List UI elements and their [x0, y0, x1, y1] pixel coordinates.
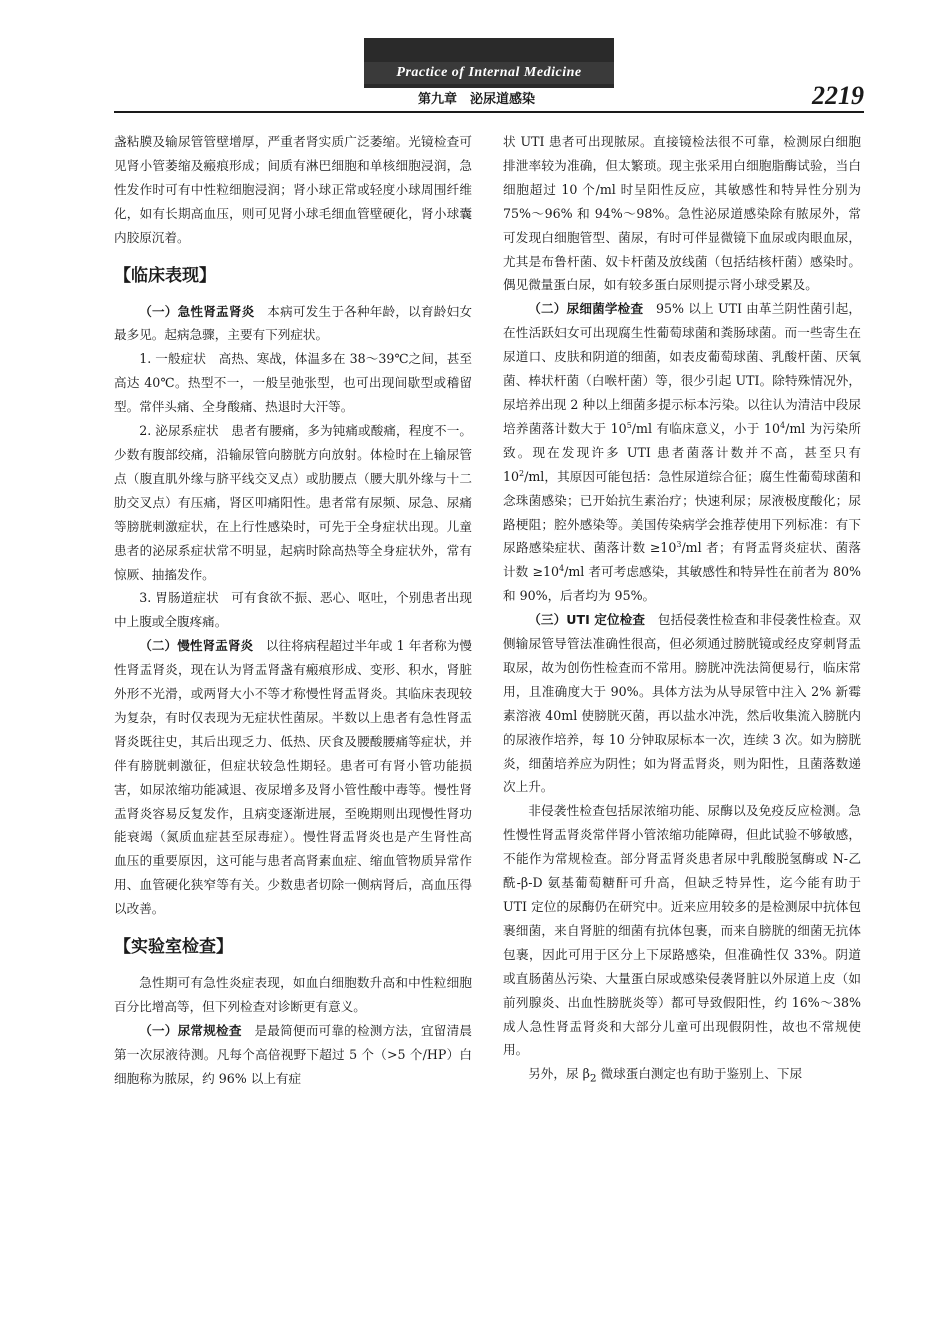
superscript: 4: [780, 420, 786, 430]
paragraph: 2. 泌尿系症状 患者有腰痛，多为钝痛或酸痛，程度不一。少数有腹部绞痛，沿输尿管向膀胱方向放射。体检时在上输尿管点（腹直肌外缘与脐平线交叉点）或肋腰点（腰大肌外缘与十二肋交叉点）有压痛，肾区叩痛阳性。患者常有尿频、尿急、尿痛等膀胱刺激症状，在上行性感染时，可先于全身症状出现。儿童患者的泌尿系症状常不明显，起病时除高热等全身症状外，常有惊厥、抽搐发作。: [114, 423, 472, 582]
paragraph: [114, 1019, 472, 1091]
page-number: 2219: [812, 81, 864, 110]
journal-title: Practice of Internal Medicine: [364, 62, 614, 84]
left-column: [114, 130, 472, 1091]
paragraph-text: /ml 有临床意义，小于 10: [631, 420, 781, 436]
superscript: 4: [558, 564, 565, 574]
paragraph-text: 95% 以上 UTI 由革兰阴性菌引起，在性活跃妇女可出现腐生性葡萄球菌和粪肠球菌。而一些寄生在尿道口、皮肤和阴道的细菌，如表皮葡萄球菌、乳酸杆菌、厌氧菌、棒状杆菌（白喉杆菌）等，很少引起 UTI。除特殊情况外，尿培养出现 2 种以上细菌多提示标本污染。以往认为清洁中段尿培养菌落计数大于 10: [503, 301, 862, 436]
paragraph: [503, 297, 861, 608]
paragraph: 非侵袭性检查包括尿浓缩功能、尿酶以及免疫反应检测。急性慢性肾盂肾炎常伴肾小管浓缩功能障碍，但此试验不够敏感，不能作为常规检查。部分肾盂肾炎患者尿中乳酸脱氢酶或 N-乙酰-β-D 氨基葡萄糖酐可升高，但缺乏特异性，迄今能有助于 UTI 定位的尿酶仍在研究中。近来应用较多的是检测尿中抗体包裹细菌，来自肾脏的细菌有抗体包裹，而来自膀胱的细菌无抗体包裹，因此可用于区分上下尿路感染，但准确性仅 33%。阴道或直肠菌丛污染、大量蛋白尿或感染侵袭肾脏以外尿道上皮（如前列腺炎、出血性膀胱炎等）都可导致假阳性，约 16%～38% 成人急性肾盂肾炎和大部分儿童可出现假阴性，故也不常规使用。: [503, 803, 861, 1058]
paragraph: [114, 634, 472, 921]
paragraph: 状 UTI 患者可出现脓尿。直接镜检法很不可靠，检测尿白细胞排泄率较为准确，但太繁琐。现主张采用白细胞脂酶试验，当白细胞超过 10 个/ml 时呈阳性反应，其敏感性和特异性分别为 75%～96% 和 94%～98%。急性泌尿道感染除有脓尿外，常可发现白细胞管型、菌尿，有时可伴显微镜下血尿或肉眼血尿，尤其是布鲁杆菌、奴卡杆菌及放线菌（包括结核杆菌）感染时。偶见微量蛋白尿，如有较多蛋白尿则提示肾小球受累及。: [503, 134, 861, 293]
paragraph: 1. 一般症状 高热、寒战，体温多在 38～39℃之间，甚至高达 40℃。热型不一，一般呈弛张型，也可出现间歇型或稽留型。常伴头痛、全身酸痛、热退时大汗等。: [114, 351, 472, 415]
paragraph-text: 另外，尿 β: [528, 1066, 590, 1082]
superscript: 5: [626, 420, 632, 430]
section-heading-clinical: 【临床表现】: [114, 265, 216, 286]
paragraph: 盏粘膜及输尿管管壁增厚，严重者肾实质广泛萎缩。光镜检查可见肾小管萎缩及瘢痕形成；间质有淋巴细胞和单核细胞浸润，急性发作时可有中性粒细胞浸润；肾小球正常或轻度小球周围纤维化，如有长期高血压，则可见肾小球毛细血管壁硬化，肾小球囊内胶原沉着。: [114, 134, 472, 245]
paragraph-text: 是最简便而可靠的检测方法，宜留清晨第一次尿液待测。凡每个高倍视野下超过 5 个（>5 个/HP）白细胞称为脓尿，约 96% 以上有症: [114, 1022, 473, 1086]
chapter-title: 第九章 泌尿道感染: [418, 92, 536, 107]
right-column: [503, 130, 861, 1092]
paragraph-text: /ml 者可考虑感染，其敏感性和特异性在前者为 80% 和 90%，后者均为 95%。: [503, 564, 861, 604]
paragraph-text: 包括侵袭性检查和非侵袭性检查。双侧输尿管导管法准确性很高，但必须通过膀胱镜或经皮穿刺肾盂取尿，故为创伤性检查而不常用。膀胱冲洗法简便易行，临床常用，且准确度大于 90%。具体方法为从导尿管中注入 2% 新霉素溶液 40ml 使膀胱灭菌，再以盐水冲洗，然后收集流入膀胱内的尿液作培养，每 10 分钟取尿标本一次，连续 3 次。如为膀胱炎，细菌培养应为阴性；如为肾盂肾炎，则为阳性，且菌落数递次上升。: [503, 612, 862, 795]
subsection-label: （三）UTI 定位检查: [528, 612, 646, 628]
paragraph-text: 微球蛋白测定也有助于鉴别上、下尿: [596, 1066, 803, 1082]
subsection-label: （二）慢性肾盂肾炎: [139, 638, 254, 654]
superscript: 2: [519, 468, 525, 478]
paragraph: 3. 胃肠道症状 可有食欲不振、恶心、呕吐，个别患者出现中上腹或全腹疼痛。: [114, 590, 472, 630]
paragraph-text: 本病可发生于各种年龄，以育龄妇女最多见。起病急骤，主要有下列症状。: [114, 303, 473, 343]
paragraph: [503, 608, 861, 799]
subscript: 2: [589, 1072, 597, 1085]
paragraph: [503, 1062, 861, 1091]
paragraph-text: 以往将病程超过半年或 1 年者称为慢性肾盂肾炎，现在认为肾盂肾盏有瘢痕形成、变形、积水，肾脏外形不光滑，或两肾大小不等才称慢性肾盂肾炎。其临床表现较为复杂，有时仅表现为无症状性菌尿。半数以上患者有急性肾盂肾炎既往史，其后出现乏力、低热、厌食及腰酸腰痛等症状，并伴有膀胱刺激征，但症状较急性期轻。患者可有肾小管功能损害，如尿浓缩功能减退、夜尿增多及肾小管性酸中毒等。慢性肾盂肾炎容易反复发作，且病变逐渐进展，至晚期则出现慢性肾功能衰竭（氮质血症甚至尿毒症）。慢性肾盂肾炎也是产生肾性高血压的重要原因，这可能与患者高肾素血症、缩血管物质异常作用、血管硬化狭窄等有关。少数患者切除一侧病肾后，高血压得以改善。: [114, 638, 472, 917]
paragraph: [114, 300, 472, 348]
paragraph: 急性期可有急性炎症表现，如血白细胞数升高和中性粒细胞百分比增高等，但下列检查对诊断更有意义。: [114, 975, 472, 1014]
header-rule: [114, 111, 864, 113]
section-heading-lab: 【实验室检查】: [114, 937, 233, 958]
subsection-label: （一）尿常规检查: [139, 1022, 242, 1038]
paragraph-text: /ml，其原因可能包括：急性尿道综合征；腐生性葡萄球菌和念珠菌感染；已开始抗生素治疗；快速利尿；尿液极度酸化；尿路梗阻；腔外感染等。美国传染病学会推荐使用下列标准：有下尿路感染症状、菌落计数 ≥10: [503, 468, 861, 556]
subsection-label: （二）尿细菌学检查: [528, 301, 644, 317]
superscript: 3: [676, 540, 682, 550]
paragraph-text: /ml 者；有肾盂肾炎症状、菌落计数 ≥10: [503, 540, 861, 580]
paragraph-text: /ml 为污染所致。现在发现许多 UTI 患者菌落计数并不高，甚至只有 10: [503, 420, 862, 484]
subsection-label: （一）急性肾盂肾炎: [139, 303, 255, 319]
